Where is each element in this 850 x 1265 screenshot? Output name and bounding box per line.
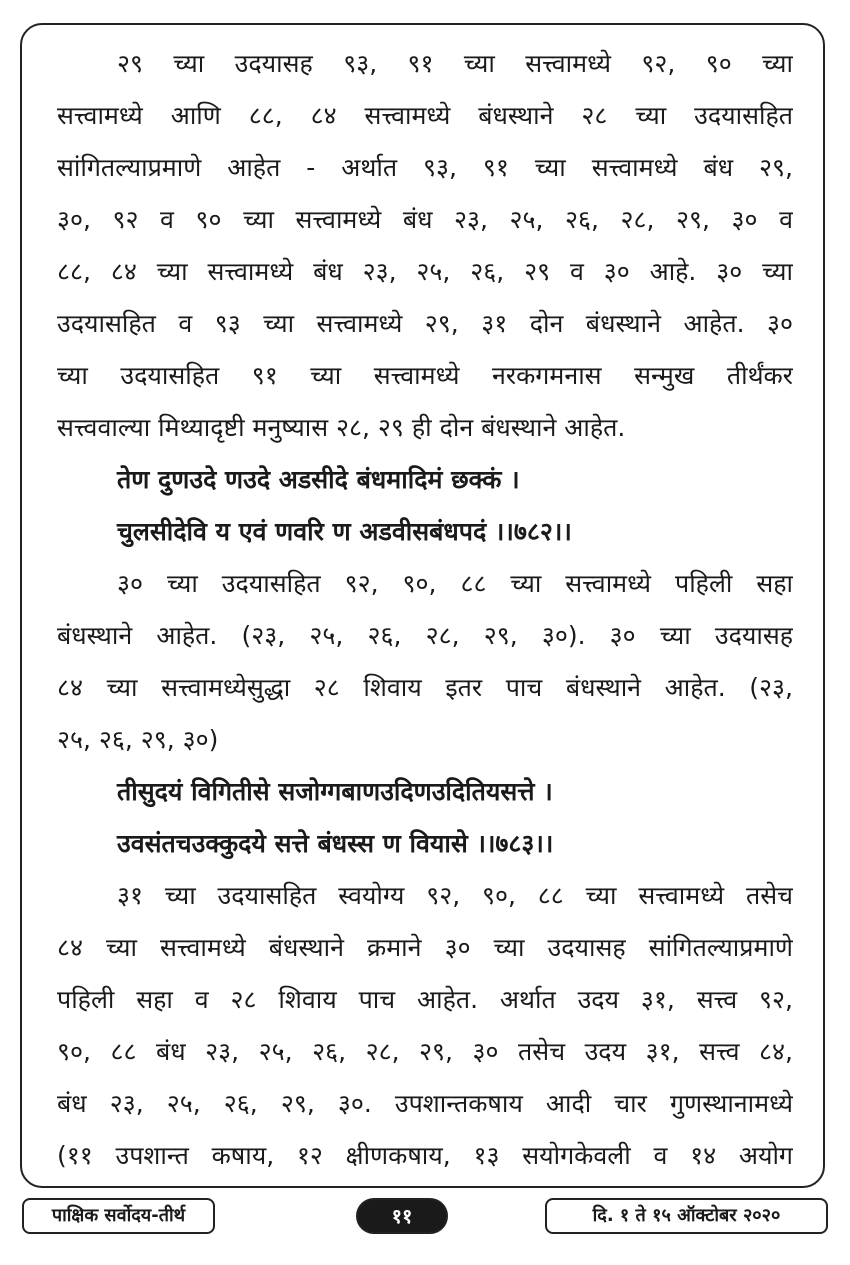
text-line: बंधस्थाने आहेत. (२३, २५, २६, २८, २९, ३०). ३० च्या उदयासह bbox=[57, 621, 793, 650]
text-line: (११ उपशान्त कषाय, १२ क्षीणकषाय, १३ सयोगकेवली व १४ अयोग bbox=[57, 1141, 793, 1170]
text-line: च्या उदयासहित ९१ च्या सत्त्वामध्ये नरकगमनास सन्मुख तीर्थंकर bbox=[57, 361, 793, 390]
verse-line: तेण दुणउदे णउदे अडसीदे बंधमादिमं छक्कं । bbox=[117, 465, 520, 494]
page-number: ११ bbox=[356, 1198, 448, 1234]
body-text bbox=[57, 38, 793, 1182]
verse-line: चुलसीदेवि य एवं णवरि ण अडवीसबंधपदं ।।७८२।। bbox=[117, 517, 572, 546]
text-line: सत्त्ववाल्या मिथ्यादृष्टी मनुष्यास २८, २९ ही दोन बंधस्थाने आहेत. bbox=[57, 413, 626, 442]
publication-name: पाक्षिक सर्वोदय-तीर्थ bbox=[22, 1198, 215, 1234]
text-line: ३० च्या उदयासहित ९२, ९०, ८८ च्या सत्त्वामध्ये पहिली सहा bbox=[117, 569, 793, 598]
text-line: २५, २६, २९, ३०) bbox=[57, 725, 219, 754]
text-line: ३०, ९२ व ९० च्या सत्त्वामध्ये बंध २३, २५, २६, २८, २९, ३० व bbox=[57, 205, 793, 234]
text-line: ८४ च्या सत्त्वामध्ये बंधस्थाने क्रमाने ३० च्या उदयासह सांगितल्याप्रमाणे bbox=[57, 933, 793, 962]
verse-line: उवसंतचउक्कुदये सत्ते बंधस्स ण वियासे ।।७८३।। bbox=[117, 829, 554, 858]
page-footer bbox=[0, 1198, 850, 1238]
verse-line: तीसुदयं विगितीसे सजोग्गबाणउदिणउदितियसत्ते । bbox=[117, 777, 553, 806]
text-line: पहिली सहा व २८ शिवाय पाच आहेत. अर्थात उदय ३१, सत्त्व ९२, bbox=[57, 985, 793, 1014]
text-line: उदयासहित व ९३ च्या सत्त्वामध्ये २९, ३१ दोन बंधस्थाने आहेत. ३० bbox=[57, 309, 793, 338]
text-line: सांगितल्याप्रमाणे आहेत - अर्थात ९३, ९१ च्या सत्त्वामध्ये बंध २९, bbox=[57, 153, 793, 182]
issue-date: दि. १ ते १५ ऑक्टोबर २०२० bbox=[545, 1198, 828, 1234]
text-line: ३१ च्या उदयासहित स्वयोग्य ९२, ९०, ८८ च्या सत्त्वामध्ये तसेच bbox=[117, 881, 793, 910]
text-line: बंध २३, २५, २६, २९, ३०. उपशान्तकषाय आदी चार गुणस्थानामध्ये bbox=[57, 1089, 793, 1118]
text-line: ८८, ८४ च्या सत्त्वामध्ये बंध २३, २५, २६, २९ व ३० आहे. ३० च्या bbox=[57, 257, 793, 286]
text-line: ८४ च्या सत्त्वामध्येसुद्धा २८ शिवाय इतर पाच बंधस्थाने आहेत. (२३, bbox=[57, 673, 793, 702]
text-line: सत्त्वामध्ये आणि ८८, ८४ सत्त्वामध्ये बंधस्थाने २८ च्या उदयासहित bbox=[57, 101, 793, 130]
text-line: २९ च्या उदयासह ९३, ९१ च्या सत्त्वामध्ये ९२, ९० च्या bbox=[117, 49, 793, 78]
text-line: ९०, ८८ बंध २३, २५, २६, २८, २९, ३० तसेच उदय ३१, सत्त्व ८४, bbox=[57, 1037, 793, 1066]
